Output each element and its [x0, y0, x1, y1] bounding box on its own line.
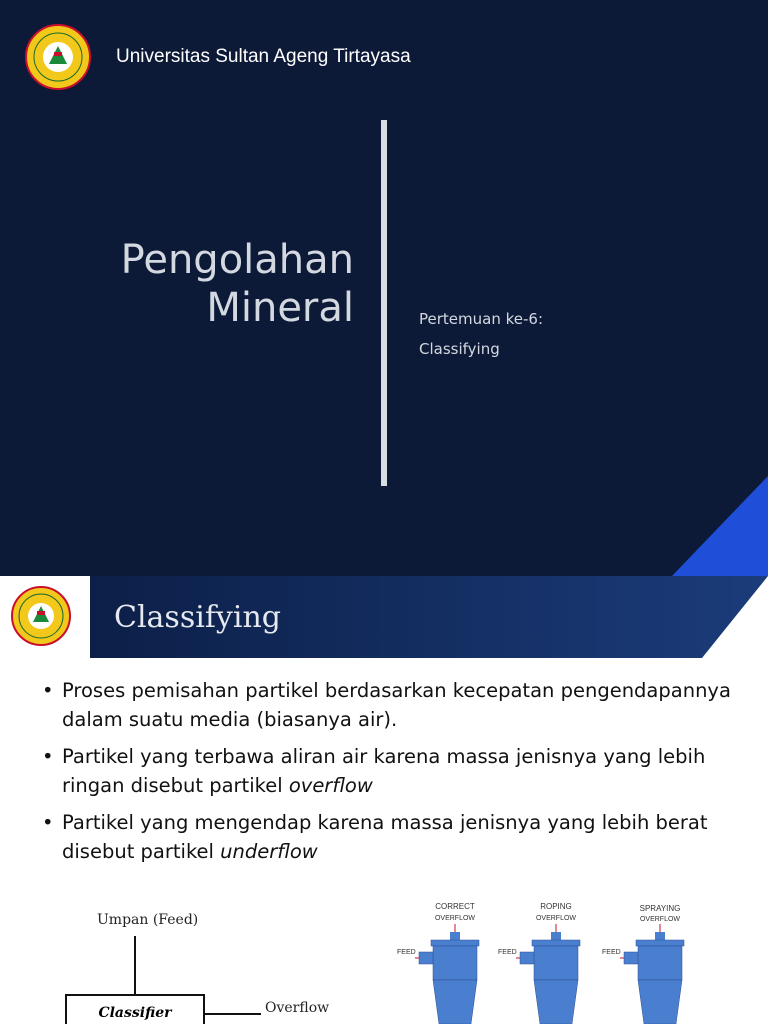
- bullet-item: [40, 808, 740, 866]
- cyclone-feed-label: FEED: [602, 949, 621, 956]
- bullet-dot: •: [42, 811, 54, 834]
- bullet-dot: •: [42, 745, 54, 768]
- bullet-text: Partikel yang terbawa aliran air karena massa jenisnya yang lebih ringan disebut partikel: [62, 745, 706, 797]
- content-slide: [0, 576, 768, 1024]
- classifier-label: Classifier: [98, 1005, 172, 1021]
- classifier-box: [65, 994, 205, 1024]
- subtitle-line-1: Pertemuan ke-6:: [419, 310, 543, 328]
- bullet-dot: •: [42, 679, 54, 702]
- presentation-title: [121, 236, 354, 332]
- overflow-label: Overflow: [265, 1000, 330, 1016]
- bullet-emphasis: overflow: [288, 774, 373, 797]
- cyclone-body: [620, 914, 700, 1024]
- cyclone-title: ROPING: [540, 902, 572, 911]
- subtitle: [419, 304, 543, 364]
- feed-label: Umpan (Feed): [97, 912, 199, 928]
- title-line-2: Mineral: [206, 285, 354, 331]
- bullet-emphasis: underflow: [220, 840, 318, 863]
- vertical-divider: [381, 120, 387, 486]
- title-line-1: Pengolahan: [120, 237, 354, 283]
- bullet-item: [40, 676, 740, 734]
- subtitle-line-2: Classifying: [419, 340, 500, 358]
- bullet-text: Partikel yang mengendap karena massa jenisnya yang lebih berat disebut partikel: [62, 811, 708, 863]
- cyclone-overflow-label: OVERFLOW: [639, 916, 681, 923]
- cyclone-overflow-label: OVERFLOW: [434, 915, 476, 922]
- slide-header-banner: [90, 576, 768, 658]
- cyclone-body: [415, 914, 495, 1024]
- cyclone-feed-label: FEED: [498, 949, 517, 956]
- university-logo-small: [11, 586, 71, 646]
- bullet-list: [40, 676, 740, 874]
- cyclone-title: SPRAYING: [639, 904, 681, 913]
- cyclone-title: CORRECT: [435, 902, 475, 911]
- university-name: Universitas Sultan Ageng Tirtayasa: [116, 46, 411, 67]
- bullet-text: Proses pemisahan partikel berdasarkan kecepatan pengendapannya dalam suatu media (biasanya air).: [62, 679, 731, 731]
- feed-line: [134, 936, 136, 994]
- cyclone-overflow-label: OVERFLOW: [535, 915, 577, 922]
- bullet-item: [40, 742, 740, 800]
- overflow-line: [205, 1013, 261, 1015]
- cyclone-body: [516, 914, 596, 1024]
- university-logo: [25, 24, 91, 90]
- cyclone-feed-label: FEED: [397, 949, 416, 956]
- slide-title: Classifying: [114, 600, 281, 635]
